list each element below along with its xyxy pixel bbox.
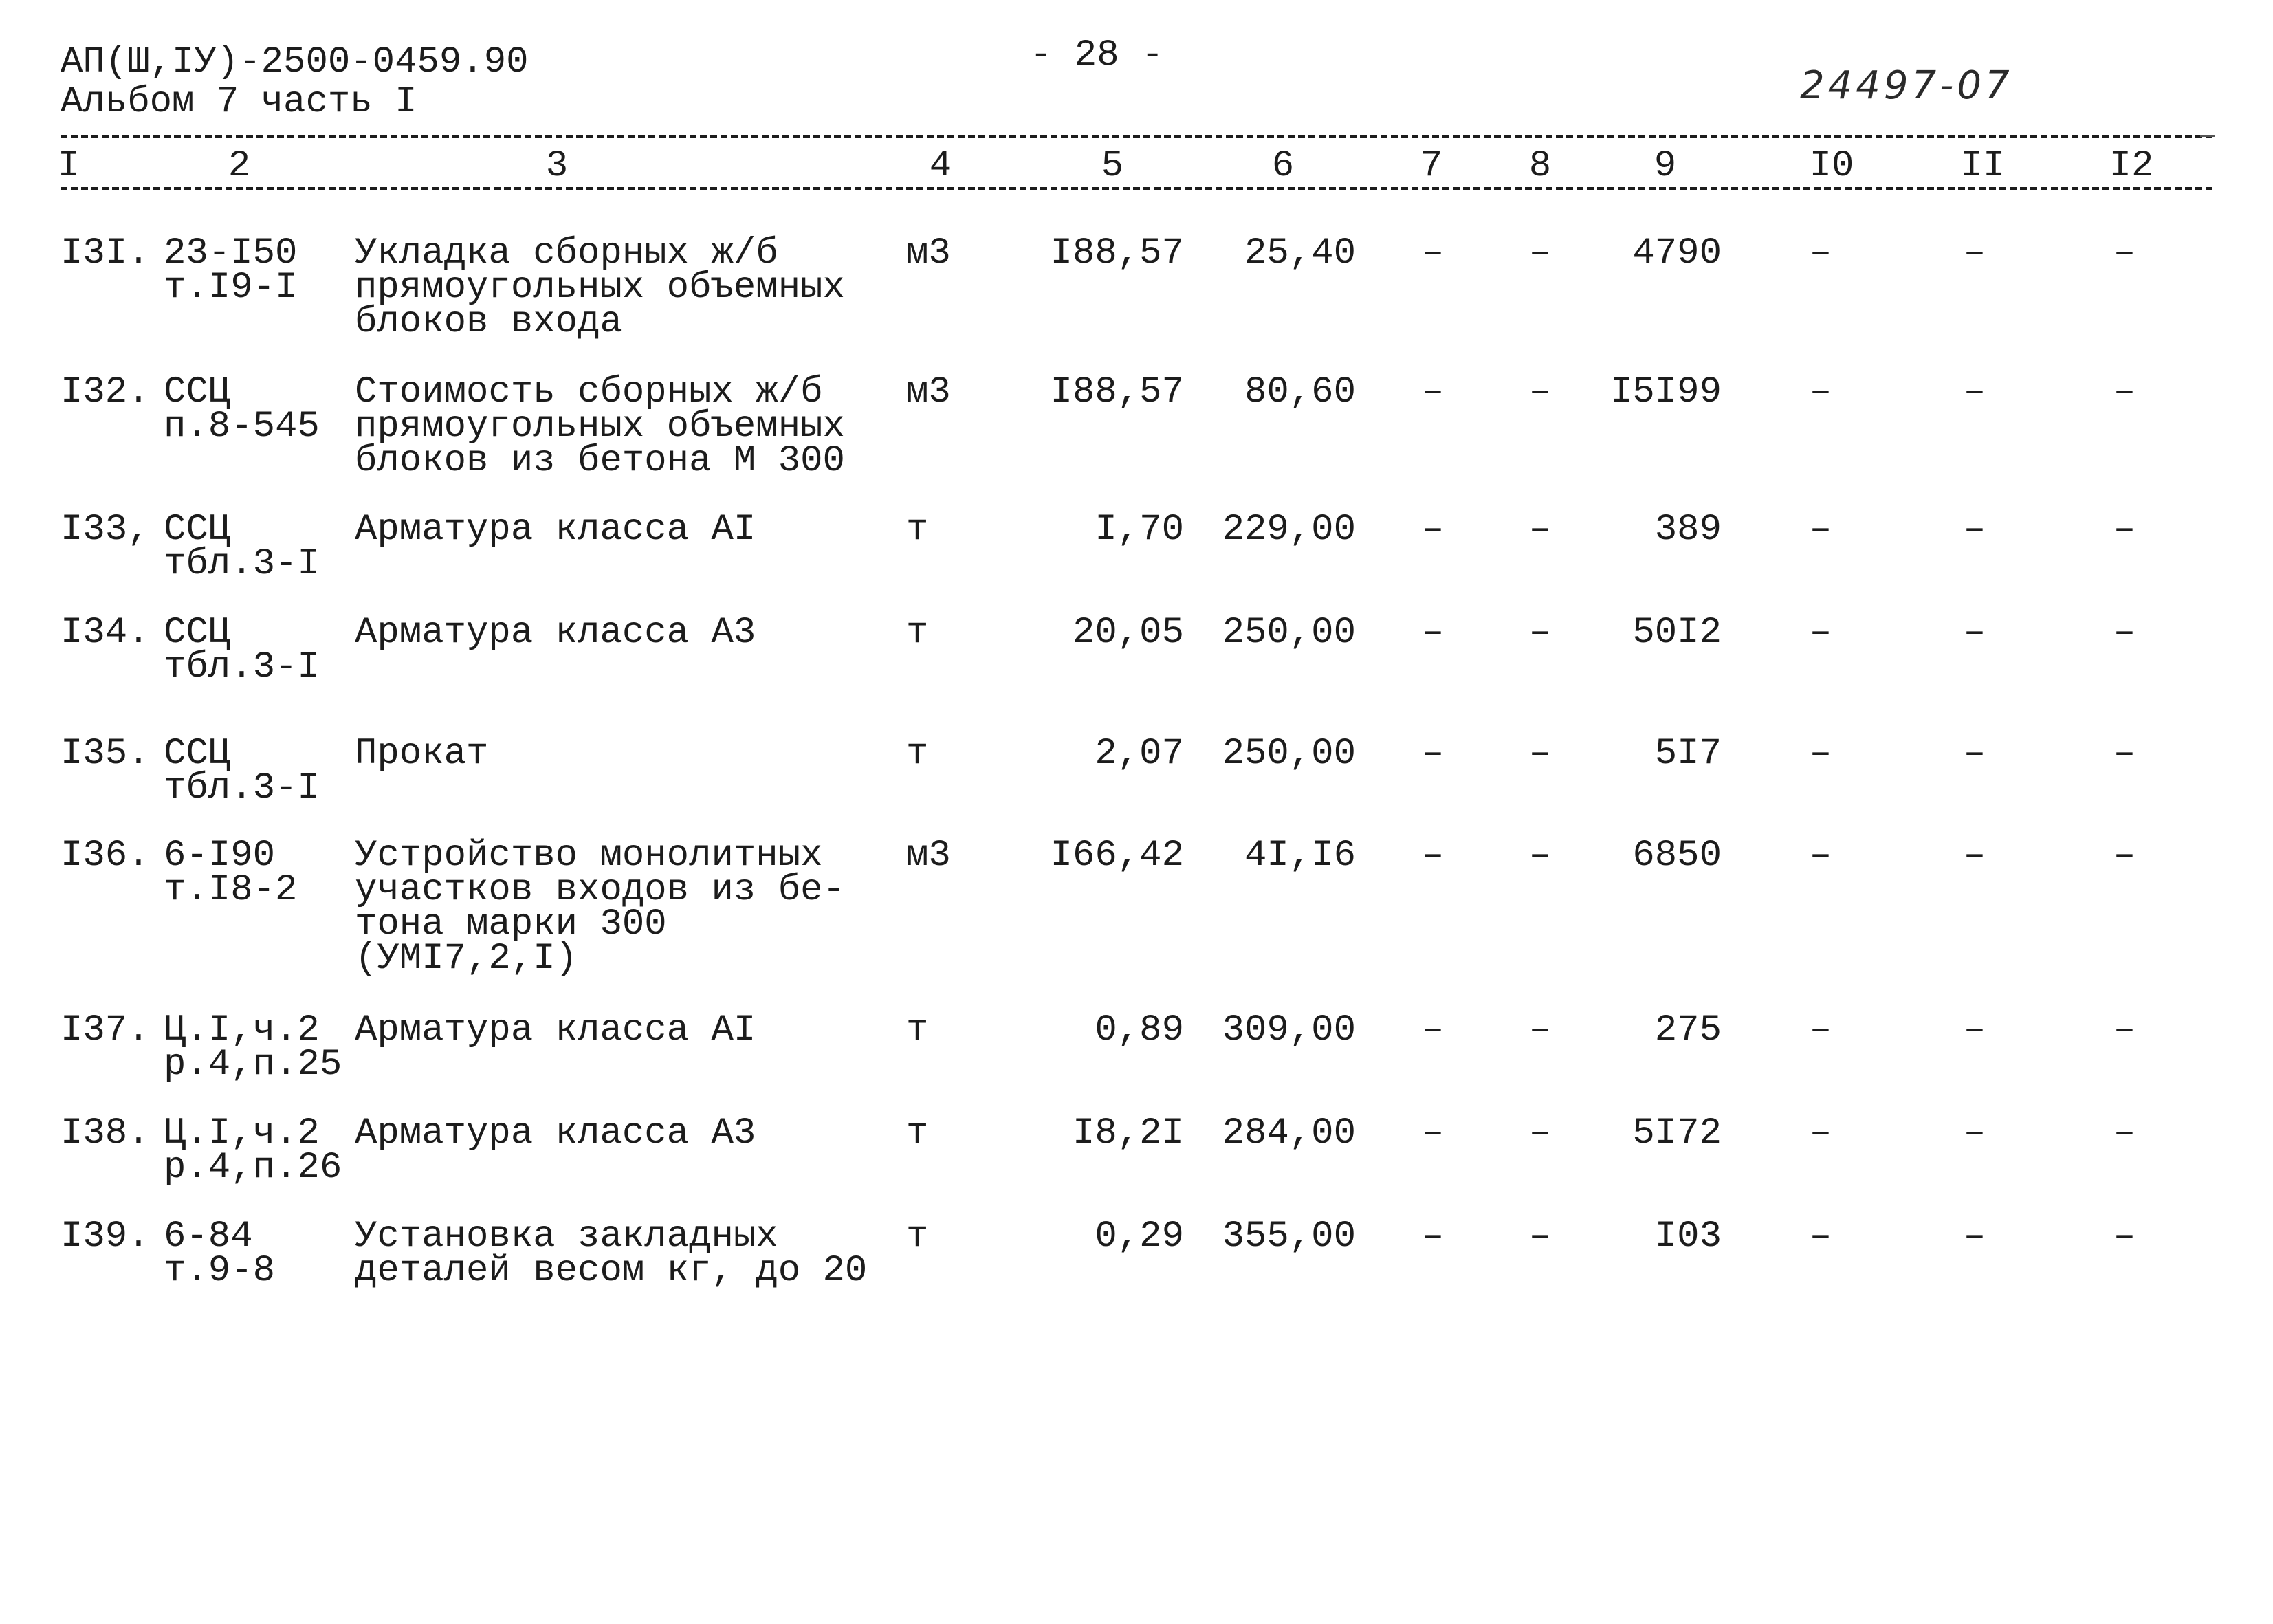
- col10-cell: –: [1809, 232, 1832, 274]
- page-number: - 28 -: [1030, 34, 1164, 76]
- col12-cell: –: [2113, 232, 2136, 274]
- rate-code-line: т.I8-2: [164, 869, 298, 911]
- row-number: I35.: [61, 733, 150, 775]
- header-rule-bottom: [61, 187, 2212, 190]
- total-cell: 6850: [1632, 835, 1722, 877]
- quantity-cell: I66,42: [1050, 835, 1184, 877]
- col11-cell: –: [1963, 612, 1986, 654]
- rate-code-line: т.9-8: [164, 1250, 276, 1292]
- col10-cell: –: [1809, 1009, 1832, 1051]
- work-description-line: деталей весом кг, до 20: [355, 1250, 868, 1292]
- col10-cell: –: [1809, 371, 1832, 413]
- quantity-cell: 2,07: [1095, 733, 1184, 775]
- column-header-6: 6: [1271, 145, 1295, 187]
- rate-code-line: тбл.3-I: [164, 767, 320, 809]
- rate-code-line: 23-I50: [164, 232, 298, 274]
- quantity-cell: 0,29: [1095, 1216, 1184, 1258]
- col8-cell: –: [1528, 612, 1552, 654]
- unit-cell: т: [906, 509, 929, 551]
- unit-price-cell: 250,00: [1222, 733, 1356, 775]
- col7-cell: –: [1421, 1112, 1445, 1154]
- col7-cell: –: [1421, 371, 1445, 413]
- column-header-2: 2: [228, 145, 251, 187]
- col8-cell: –: [1528, 371, 1552, 413]
- col10-cell: –: [1809, 733, 1832, 775]
- rate-code-line: тбл.3-I: [164, 646, 320, 688]
- col12-cell: –: [2113, 509, 2136, 551]
- work-description-line: Арматура класса А3: [355, 1112, 756, 1154]
- work-description-line: (УМI7,2,I): [355, 938, 578, 980]
- work-description-line: участков входов из бе-: [355, 869, 845, 911]
- col8-cell: –: [1528, 733, 1552, 775]
- rate-code-line: Ц.I,ч.2: [164, 1112, 320, 1154]
- rate-code-line: ССЦ: [164, 509, 231, 551]
- column-header-3: 3: [545, 145, 569, 187]
- total-cell: 4790: [1632, 232, 1722, 274]
- unit-price-cell: 229,00: [1222, 509, 1356, 551]
- col11-cell: –: [1963, 371, 1986, 413]
- row-number: I3I.: [61, 232, 150, 274]
- total-cell: 275: [1654, 1009, 1722, 1051]
- col11-cell: –: [1963, 1009, 1986, 1051]
- col7-cell: –: [1421, 509, 1445, 551]
- handwritten-number: 24497-07: [1800, 63, 2013, 108]
- col7-cell: –: [1421, 835, 1445, 877]
- rate-code-line: ССЦ: [164, 612, 231, 654]
- column-header-12: I2: [2109, 145, 2154, 187]
- header-rule-top: [61, 135, 2212, 138]
- col11-cell: –: [1963, 232, 1986, 274]
- col10-cell: –: [1809, 612, 1832, 654]
- col7-cell: –: [1421, 612, 1445, 654]
- quantity-cell: I,70: [1095, 509, 1184, 551]
- col10-cell: –: [1809, 835, 1832, 877]
- total-cell: I5I99: [1610, 371, 1722, 413]
- total-cell: 389: [1654, 509, 1722, 551]
- col12-cell: –: [2113, 733, 2136, 775]
- col8-cell: –: [1528, 1112, 1552, 1154]
- col11-cell: –: [1963, 1112, 1986, 1154]
- work-description-line: прямоугольных объемных: [355, 267, 845, 309]
- col10-cell: –: [1809, 1112, 1832, 1154]
- unit-price-cell: 4I,I6: [1244, 835, 1356, 877]
- quantity-cell: I88,57: [1050, 371, 1184, 413]
- rate-code-line: ССЦ: [164, 371, 231, 413]
- work-description-line: Установка закладных: [355, 1216, 778, 1258]
- unit-cell: т: [906, 1112, 929, 1154]
- total-cell: 5I7: [1654, 733, 1722, 775]
- unit-cell: т: [906, 1216, 929, 1258]
- total-cell: 5I72: [1632, 1112, 1722, 1154]
- rate-code-line: Ц.I,ч.2: [164, 1009, 320, 1051]
- col7-cell: –: [1421, 733, 1445, 775]
- col12-cell: –: [2113, 371, 2136, 413]
- work-description-line: Арматура класса АI: [355, 1009, 756, 1051]
- unit-price-cell: 284,00: [1222, 1112, 1356, 1154]
- row-number: I38.: [61, 1112, 150, 1154]
- quantity-cell: I8,2I: [1072, 1112, 1184, 1154]
- album-label: Альбом 7 часть I: [61, 81, 417, 123]
- col12-cell: –: [2113, 1216, 2136, 1258]
- col8-cell: –: [1528, 1009, 1552, 1051]
- rate-code-line: тбл.3-I: [164, 543, 320, 585]
- col11-cell: –: [1963, 509, 1986, 551]
- column-header-9: 9: [1654, 145, 1677, 187]
- col7-cell: –: [1421, 1009, 1445, 1051]
- row-number: I32.: [61, 371, 150, 413]
- col7-cell: –: [1421, 232, 1445, 274]
- document-code: АП(Ш,IУ)-2500-0459.90: [61, 41, 529, 83]
- work-description-line: Арматура класса А3: [355, 612, 756, 654]
- rate-code-line: 6-I90: [164, 835, 276, 877]
- row-number: I33,: [61, 509, 150, 551]
- col12-cell: –: [2113, 1112, 2136, 1154]
- work-description-line: Стоимость сборных ж/б: [355, 371, 823, 413]
- row-number: I39.: [61, 1216, 150, 1258]
- rule-end-mark: [2200, 135, 2215, 137]
- work-description-line: блоков из бетона М 300: [355, 440, 845, 482]
- row-number: I36.: [61, 835, 150, 877]
- unit-price-cell: 355,00: [1222, 1216, 1356, 1258]
- unit-price-cell: 250,00: [1222, 612, 1356, 654]
- rate-code-line: р.4,п.26: [164, 1147, 342, 1189]
- col11-cell: –: [1963, 835, 1986, 877]
- rate-code-line: 6-84: [164, 1216, 253, 1258]
- col11-cell: –: [1963, 733, 1986, 775]
- quantity-cell: I88,57: [1050, 232, 1184, 274]
- column-header-11: II: [1960, 145, 2006, 187]
- rate-code-line: ССЦ: [164, 733, 231, 775]
- work-description-line: прямоугольных объемных: [355, 406, 845, 448]
- unit-cell: м3: [906, 232, 951, 274]
- unit-cell: м3: [906, 835, 951, 877]
- unit-price-cell: 25,40: [1244, 232, 1356, 274]
- quantity-cell: 20,05: [1072, 612, 1184, 654]
- rate-code-line: п.8-545: [164, 406, 320, 448]
- unit-price-cell: 80,60: [1244, 371, 1356, 413]
- column-header-7: 7: [1420, 145, 1443, 187]
- work-description-line: тона марки 300: [355, 903, 667, 945]
- quantity-cell: 0,89: [1095, 1009, 1184, 1051]
- row-number: I37.: [61, 1009, 150, 1051]
- work-description-line: Прокат: [355, 733, 489, 775]
- unit-cell: т: [906, 1009, 929, 1051]
- col8-cell: –: [1528, 835, 1552, 877]
- work-description-line: блоков входа: [355, 301, 622, 343]
- col7-cell: –: [1421, 1216, 1445, 1258]
- col8-cell: –: [1528, 509, 1552, 551]
- rate-code-line: т.I9-I: [164, 267, 298, 309]
- col12-cell: –: [2113, 612, 2136, 654]
- col10-cell: –: [1809, 1216, 1832, 1258]
- column-header-1: I: [57, 145, 80, 187]
- unit-cell: т: [906, 733, 929, 775]
- unit-price-cell: 309,00: [1222, 1009, 1356, 1051]
- col11-cell: –: [1963, 1216, 1986, 1258]
- column-header-8: 8: [1528, 145, 1552, 187]
- column-header-4: 4: [929, 145, 952, 187]
- unit-cell: т: [906, 612, 929, 654]
- work-description-line: Устройство монолитных: [355, 835, 823, 877]
- row-number: I34.: [61, 612, 150, 654]
- col12-cell: –: [2113, 835, 2136, 877]
- col8-cell: –: [1528, 232, 1552, 274]
- work-description-line: Укладка сборных ж/б: [355, 232, 778, 274]
- unit-cell: м3: [906, 371, 951, 413]
- column-header-10: I0: [1809, 145, 1854, 187]
- column-header-5: 5: [1101, 145, 1124, 187]
- total-cell: I03: [1654, 1216, 1722, 1258]
- col12-cell: –: [2113, 1009, 2136, 1051]
- col8-cell: –: [1528, 1216, 1552, 1258]
- work-description-line: Арматура класса АI: [355, 509, 756, 551]
- col10-cell: –: [1809, 509, 1832, 551]
- total-cell: 50I2: [1632, 612, 1722, 654]
- rate-code-line: р.4,п.25: [164, 1044, 342, 1086]
